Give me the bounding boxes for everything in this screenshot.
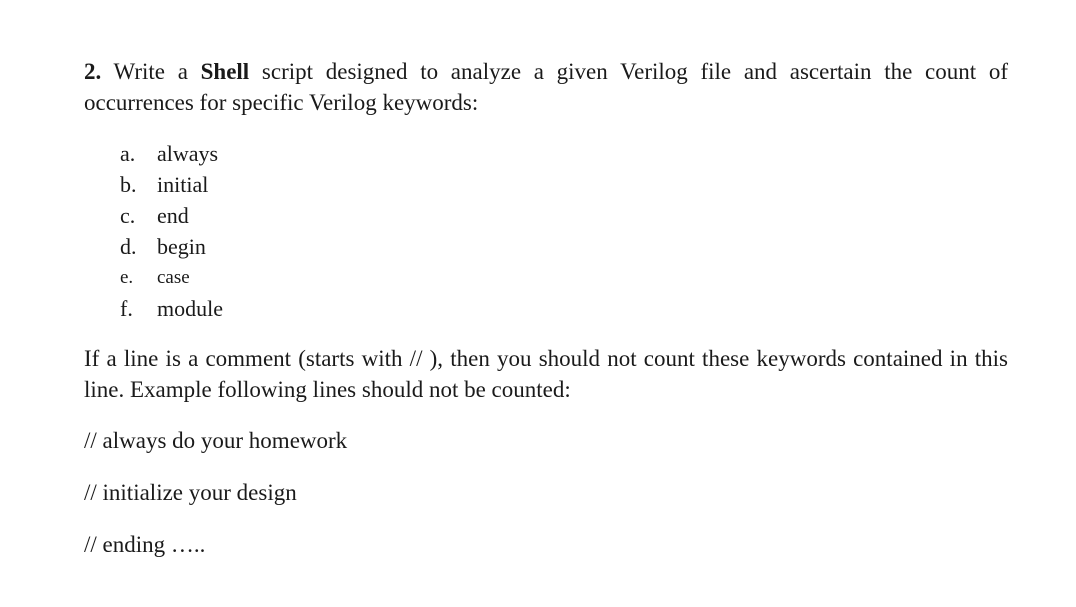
list-marker: b. <box>120 172 137 197</box>
keyword-label: case <box>157 267 190 288</box>
keyword-label: begin <box>157 234 206 259</box>
example-comment-line: // always do your homework <box>84 428 348 453</box>
question-text-after: script designed to analyze a given Verilog file and ascertain the count of occurrences for specific Verilog keywords: <box>84 59 1008 115</box>
question-number: 2. <box>84 59 102 84</box>
list-marker: a. <box>120 141 136 166</box>
keyword-label: module <box>157 296 223 321</box>
question-text-before: Write a <box>101 59 201 84</box>
example-comment-line: // initialize your design <box>84 480 297 505</box>
list-item <box>120 200 223 231</box>
list-item <box>120 169 223 200</box>
keyword-label: end <box>157 203 189 228</box>
list-item <box>120 262 223 293</box>
example-comment-line: // ending ….. <box>84 532 206 557</box>
question-paragraph <box>84 56 1008 118</box>
list-item <box>120 231 223 262</box>
question-bold-word: Shell <box>200 59 250 84</box>
comment-rule-paragraph: If a line is a comment (starts with // ), then you should not count these keywords contained in this line. Example following lines should not be counted: <box>84 346 1008 402</box>
list-marker: d. <box>120 234 137 259</box>
list-item <box>120 138 223 169</box>
keyword-label: initial <box>157 172 209 197</box>
keyword-label: always <box>157 141 219 166</box>
list-marker: c. <box>120 203 136 228</box>
list-marker: f. <box>120 296 133 321</box>
list-item <box>120 293 223 324</box>
list-marker: e. <box>120 267 134 288</box>
keyword-list <box>120 138 223 324</box>
